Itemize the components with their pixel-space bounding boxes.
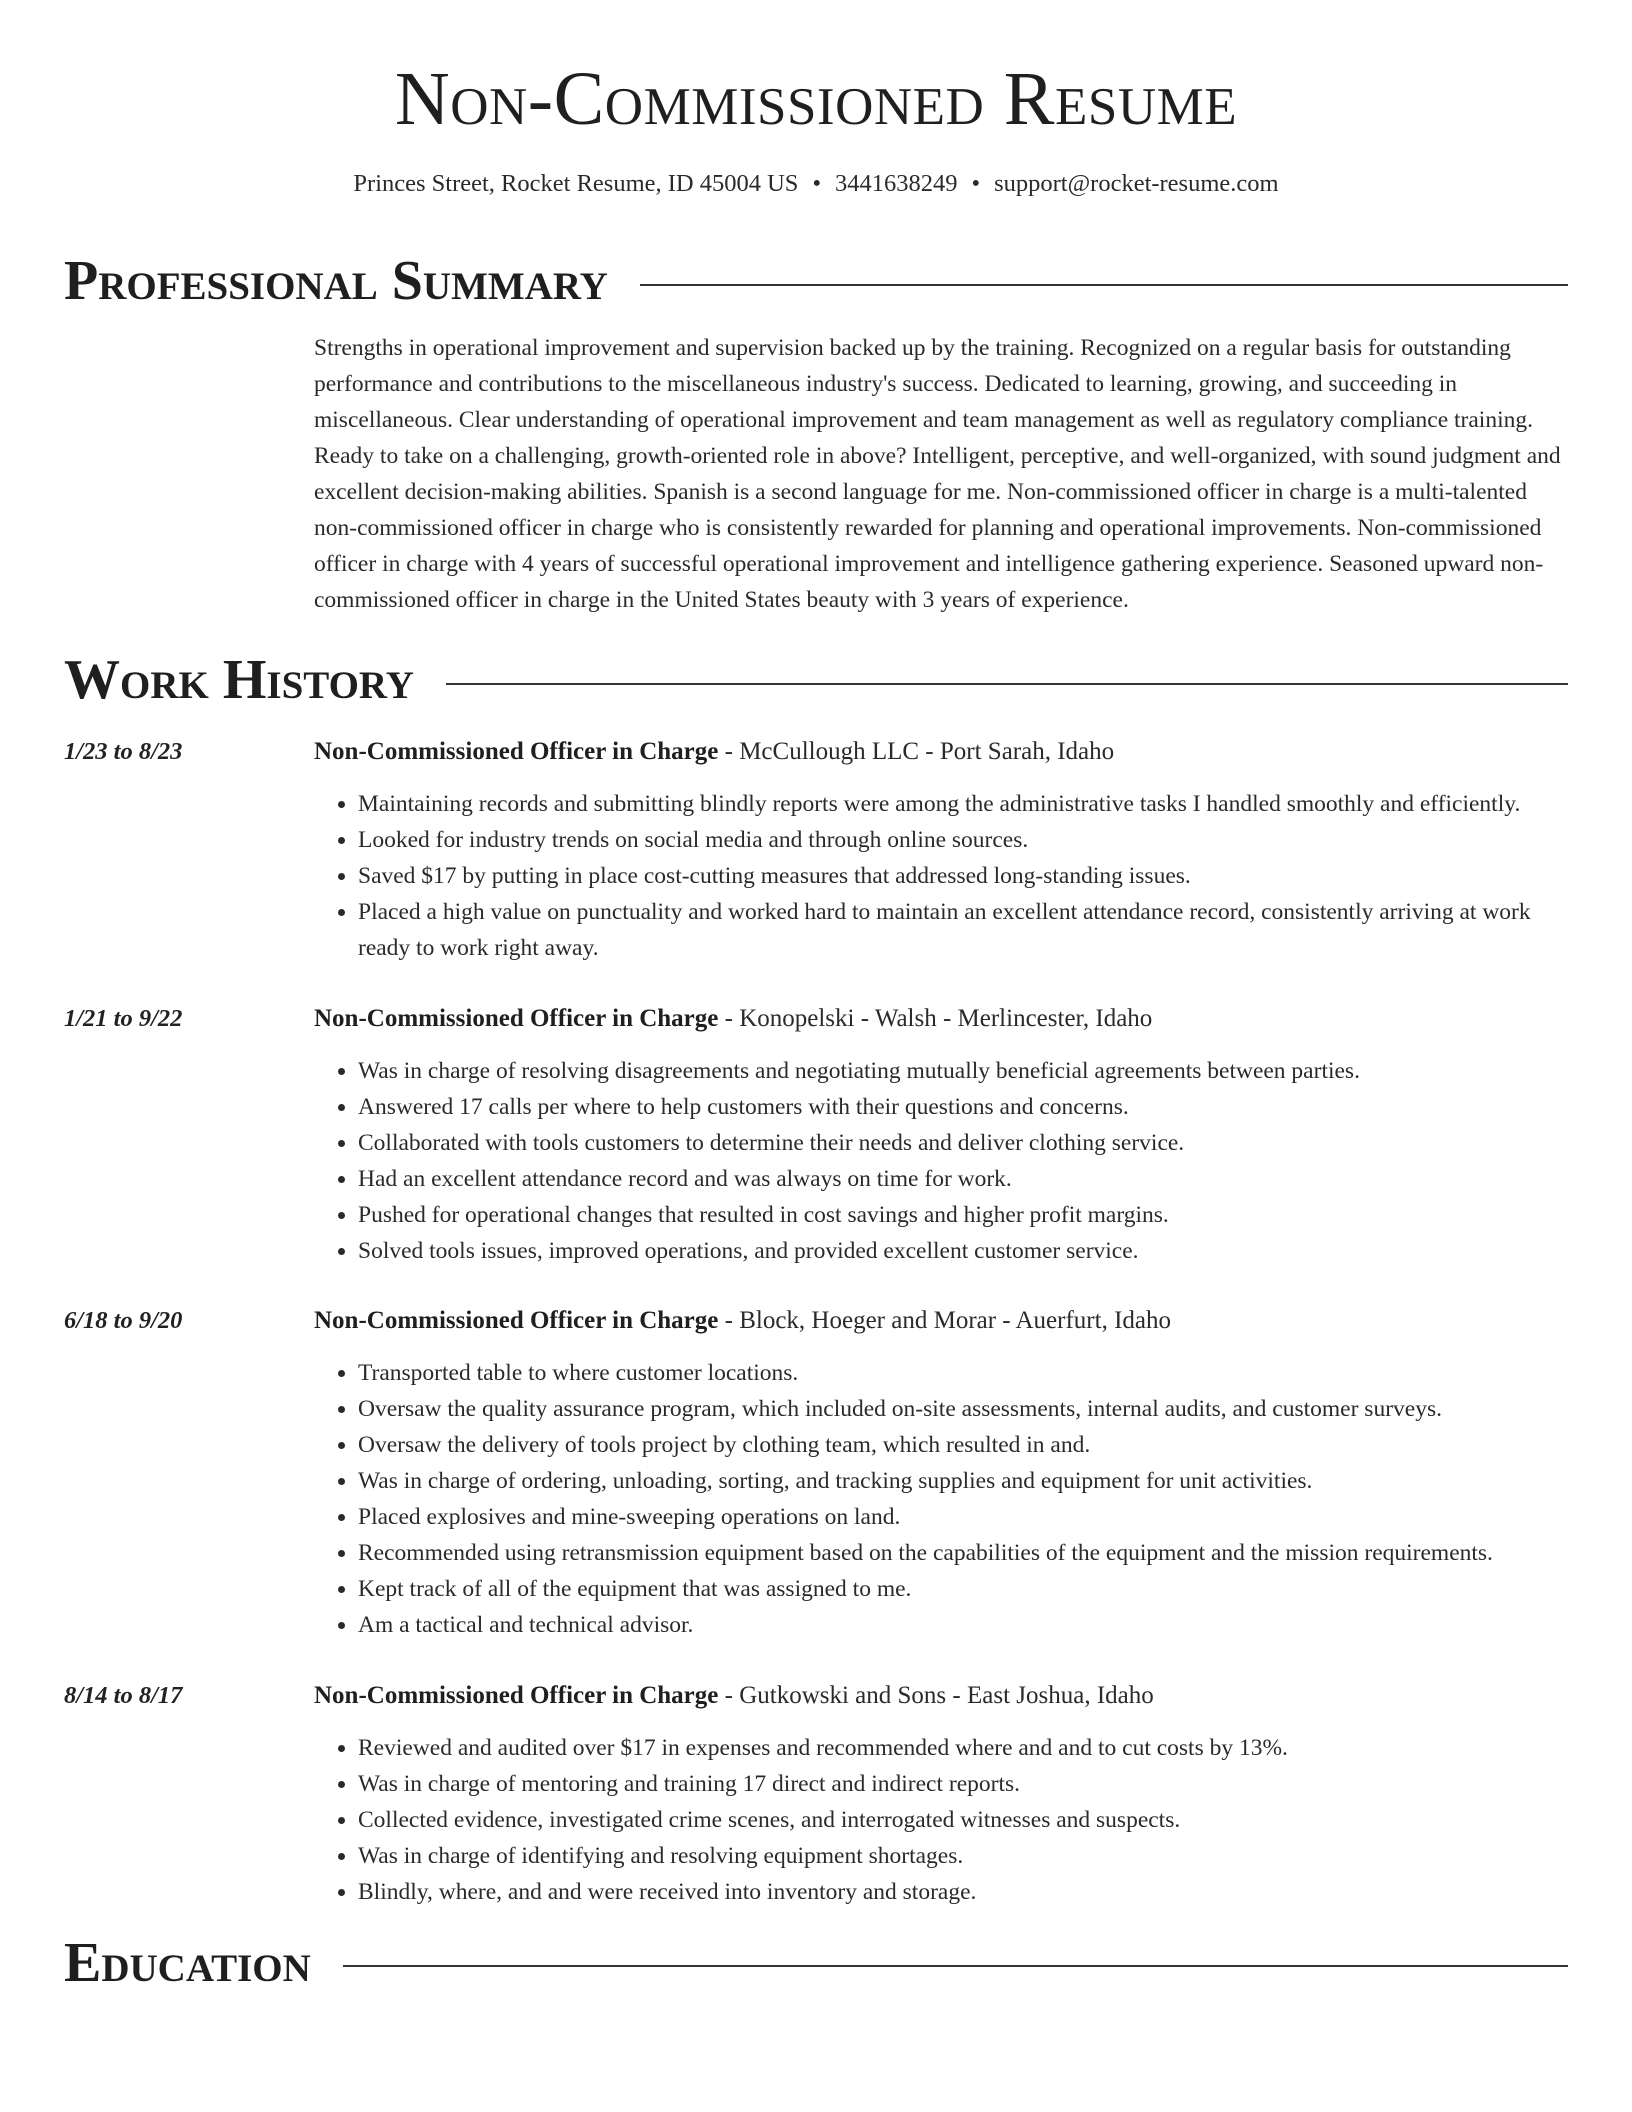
list-item: • Am a tactical and technical advisor.	[358, 1607, 1568, 1643]
job-body	[314, 1303, 1568, 1643]
contact-separator: •	[812, 170, 822, 198]
job-entry	[64, 1678, 1568, 1910]
job-body	[314, 1678, 1568, 1910]
summary-text: Strengths in operational improvement and supervision backed up by the training. Recognized on a regular basis for outstanding performance and contributions to the miscellaneous industry's success. Dedicated to learning, growing, and succeeding in miscellaneous. Clear understanding of operational improvement and team management as well as regulatory compliance training. Ready to take on a challenging, growth-oriented role in above? Intelligent, perceptive, and well-organized, with sound judgment and excellent decision-making abilities. Spanish is a second language for me. Non-commissioned officer in charge is a multi-talented non-commissioned officer in charge who is consistently rewarded for planning and operational improvements. Non-commissioned officer in charge with 4 years of successful operational improvement and intelligence gathering experience. Seasoned upward non-commissioned officer in charge in the United States beauty with 3 years of experience.	[314, 335, 1561, 613]
summary-heading-text: Professional Summary	[64, 250, 608, 313]
list-item: • Placed explosives and mine-sweeping operations on land.	[358, 1499, 1568, 1535]
job-body	[314, 1001, 1568, 1269]
job-entry	[64, 1303, 1568, 1643]
job-dates: 1/21 to 9/22	[64, 1004, 183, 1032]
list-item: • Was in charge of mentoring and training 17 direct and indirect reports.	[358, 1766, 1568, 1802]
job-title: Non-Commissioned Officer in Charge	[314, 737, 719, 765]
job-body	[314, 734, 1568, 966]
list-item: • Transported table to where customer locations.	[358, 1355, 1568, 1391]
job-company-location: - McCullough LLC - Port Sarah, Idaho	[718, 737, 1115, 765]
list-item: • Oversaw the quality assurance program, which included on-site assessments, internal audits, and customer surveys.	[358, 1391, 1568, 1427]
summary-section	[64, 248, 1568, 618]
education-heading-text: Education	[64, 1931, 311, 1994]
list-item: • Looked for industry trends on social media and through online sources.	[358, 822, 1568, 858]
list-item: • Saved $17 by putting in place cost-cutting measures that addressed long-standing issues.	[358, 858, 1568, 894]
work-history-heading-text: Work History	[64, 649, 414, 712]
job-title-line	[314, 1001, 1568, 1037]
job-entry	[64, 1001, 1568, 1269]
list-item: • Collaborated with tools customers to determine their needs and deliver clothing service.	[358, 1125, 1568, 1161]
job-title-line	[314, 734, 1568, 770]
job-title-line	[314, 1678, 1568, 1714]
education-section	[64, 1930, 1568, 1997]
contact-email: support@rocket-resume.com	[994, 170, 1279, 198]
list-item: • Had an excellent attendance record and was always on time for work.	[358, 1161, 1568, 1197]
resume-name: Non-Commissioned Resume	[394, 57, 1238, 141]
contact-line	[64, 168, 1568, 200]
section-divider	[343, 1965, 1568, 1967]
work-history-section	[64, 647, 1568, 1909]
list-item: • Blindly, where, and and were received into inventory and storage.	[358, 1874, 1568, 1910]
job-title: Non-Commissioned Officer in Charge	[314, 1681, 719, 1709]
job-dates: 6/18 to 9/20	[64, 1306, 183, 1334]
job-bullets	[314, 1730, 1568, 1910]
list-item: • Maintaining records and submitting blindly reports were among the administrative tasks I handled smoothly and efficiently.	[358, 786, 1568, 822]
contact-phone: 3441638249	[835, 170, 958, 198]
job-title: Non-Commissioned Officer in Charge	[314, 1306, 719, 1334]
job-company-location: - Konopelski - Walsh - Merlincester, Idaho	[718, 1004, 1153, 1032]
job-bullets	[314, 1053, 1568, 1269]
list-item: • Was in charge of ordering, unloading, sorting, and tracking supplies and equipment for unit activities.	[358, 1463, 1568, 1499]
job-entry	[64, 734, 1568, 966]
work-history-heading	[64, 647, 1568, 714]
job-company-location: - Gutkowski and Sons - East Joshua, Idaho	[718, 1681, 1154, 1709]
section-divider	[640, 284, 1568, 286]
list-item: • Was in charge of identifying and resolving equipment shortages.	[358, 1838, 1568, 1874]
job-bullets	[314, 1355, 1568, 1643]
list-item: • Reviewed and audited over $17 in expenses and recommended where and and to cut costs by 13%.	[358, 1730, 1568, 1766]
education-heading	[64, 1930, 1568, 1997]
section-divider	[446, 683, 1568, 685]
contact-separator: •	[971, 170, 981, 198]
list-item: • Solved tools issues, improved operations, and provided excellent customer service.	[358, 1233, 1568, 1269]
list-item: • Was in charge of resolving disagreements and negotiating mutually beneficial agreements between parties.	[358, 1053, 1568, 1089]
list-item: • Kept track of all of the equipment that was assigned to me.	[358, 1571, 1568, 1607]
summary-heading	[64, 248, 1568, 315]
list-item: • Collected evidence, investigated crime scenes, and interrogated witnesses and suspects.	[358, 1802, 1568, 1838]
job-dates: 8/14 to 8/17	[64, 1681, 183, 1709]
list-item: • Answered 17 calls per where to help customers with their questions and concerns.	[358, 1089, 1568, 1125]
list-item: • Recommended using retransmission equipment based on the capabilities of the equipment and the mission requirements.	[358, 1535, 1568, 1571]
contact-address: Princes Street, Rocket Resume, ID 45004 US	[353, 170, 799, 198]
job-title: Non-Commissioned Officer in Charge	[314, 1004, 719, 1032]
job-company-location: - Block, Hoeger and Morar - Auerfurt, Idaho	[718, 1306, 1171, 1334]
list-item: • Pushed for operational changes that resulted in cost savings and higher profit margins.	[358, 1197, 1568, 1233]
job-bullets	[314, 786, 1568, 966]
job-title-line	[314, 1303, 1568, 1339]
job-dates: 1/23 to 8/23	[64, 737, 183, 765]
list-item: • Placed a high value on punctuality and worked hard to maintain an excellent attendance record, consistently arriving at work ready to work right away.	[358, 894, 1568, 966]
list-item: • Oversaw the delivery of tools project by clothing team, which resulted in and.	[358, 1427, 1568, 1463]
